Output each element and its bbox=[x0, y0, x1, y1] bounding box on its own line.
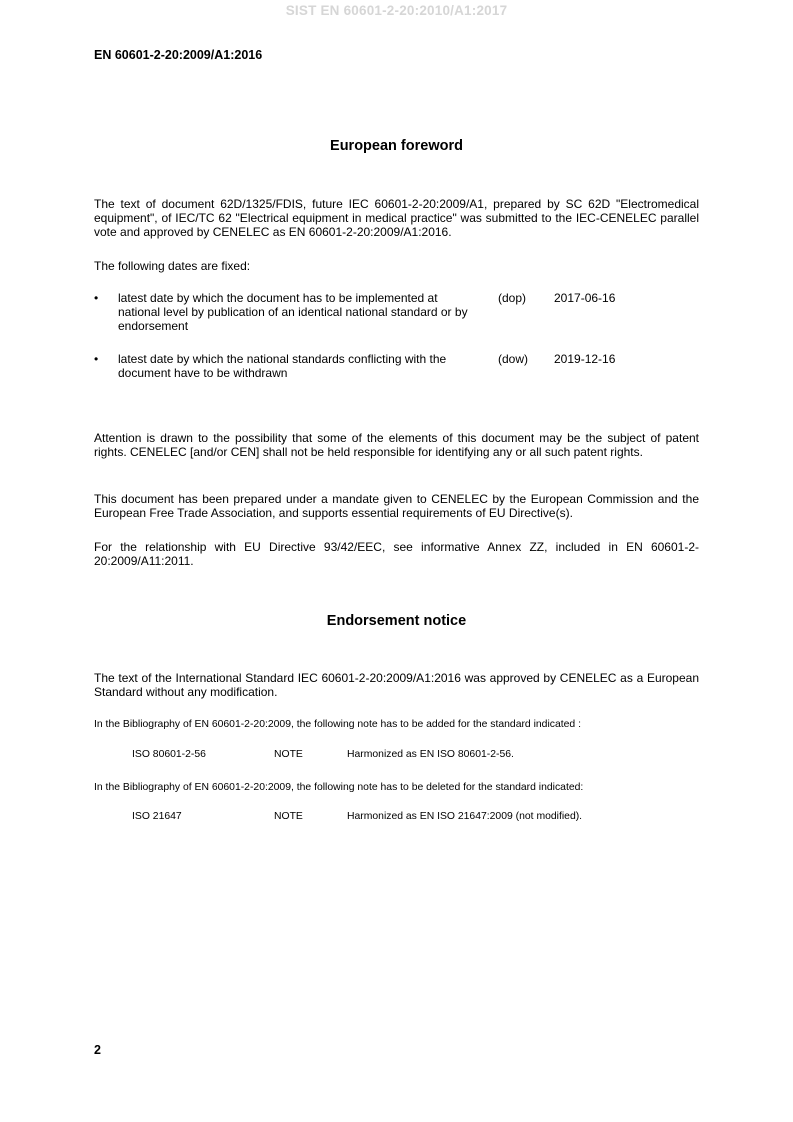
date-item-date: 2017-06-16 bbox=[554, 291, 616, 305]
document-reference: EN 60601-2-20:2009/A1:2016 bbox=[94, 48, 263, 62]
foreword-intro: The text of document 62D/1325/FDIS, future IEC 60601-2-20:2009/A1, prepared by SC 62D "Electromedical equipment", of IEC/TC 62 "Electrical equipment in medical practice" was submitted to the IEC-CENELEC parallel vote and approved by CENELEC as EN 60601-2-20:2009/A1:2016. bbox=[94, 197, 699, 239]
deleted-note-intro: In the Bibliography of EN 60601-2-20:2009, the following note has to be deleted for the standard indicated: bbox=[94, 782, 584, 793]
relationship-paragraph: For the relationship with EU Directive 93/42/EEC, see informative Annex ZZ, included in EN 60601-2-20:2009/A11:2011. bbox=[94, 540, 699, 568]
date-item-code: (dop) bbox=[498, 291, 527, 305]
date-item-date: 2019-12-16 bbox=[554, 352, 616, 366]
note-text: Harmonized as EN ISO 80601-2-56. bbox=[347, 749, 514, 760]
note-standard: ISO 21647 bbox=[132, 811, 182, 822]
note-label: NOTE bbox=[274, 811, 303, 822]
note-text: Harmonized as EN ISO 21647:2009 (not modified). bbox=[347, 811, 583, 822]
note-label: NOTE bbox=[274, 749, 303, 760]
bullet-icon: • bbox=[94, 291, 99, 305]
bullet-icon: • bbox=[94, 352, 99, 366]
foreword-heading: European foreword bbox=[330, 138, 463, 154]
date-item-text: latest date by which the document has to be implemented at national level by publication of an identical national standard or by endorsement bbox=[118, 291, 468, 333]
endorsement-heading: Endorsement notice bbox=[326, 613, 467, 629]
page-number: 2 bbox=[94, 1043, 101, 1057]
endorsement-text: The text of the International Standard IEC 60601-2-20:2009/A1:2016 was approved by CENELEC as a European Standard without any modification. bbox=[94, 671, 699, 699]
date-item-text: latest date by which the national standards conflicting with the document have to be withdrawn bbox=[118, 352, 447, 380]
dates-intro: The following dates are fixed: bbox=[94, 259, 251, 273]
date-item-code: (dow) bbox=[498, 352, 529, 366]
patent-paragraph: Attention is drawn to the possibility that some of the elements of this document may be the subject of patent rights. CENELEC [and/or CEN] shall not be held responsible for identifying any or all such patent rights. bbox=[94, 431, 699, 459]
mandate-paragraph: This document has been prepared under a mandate given to CENELEC by the European Commission and the European Free Trade Association, and supports essential requirements of EU Directive(s). bbox=[94, 492, 699, 520]
note-standard: ISO 80601-2-56 bbox=[132, 749, 206, 760]
watermark: SIST EN 60601-2-20:2010/A1:2017 bbox=[285, 3, 508, 18]
added-note-intro: In the Bibliography of EN 60601-2-20:2009, the following note has to be added for the standard indicated : bbox=[94, 719, 581, 730]
